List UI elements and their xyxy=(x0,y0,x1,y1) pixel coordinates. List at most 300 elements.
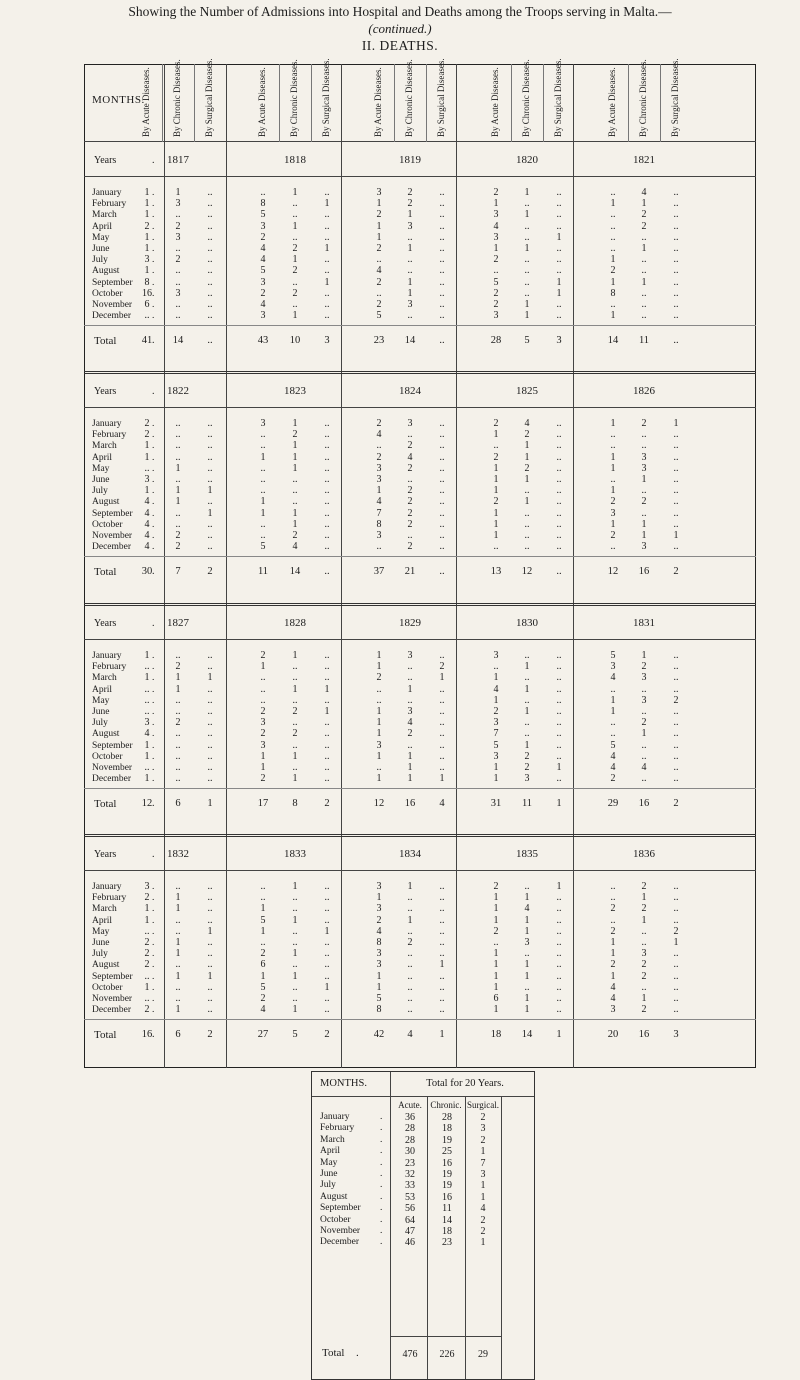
table-cell: .. xyxy=(610,892,616,904)
table-cell: .. xyxy=(439,299,445,310)
table-cell: 1 xyxy=(493,762,499,773)
table-cell: 3 xyxy=(144,881,150,892)
table-cell: .. xyxy=(324,694,330,706)
table-cell: 1 xyxy=(524,970,530,982)
year-heading: 1826 xyxy=(633,385,655,397)
table-cell: .. xyxy=(207,717,213,729)
table-cell: .. xyxy=(673,1004,679,1016)
table-cell: 6 xyxy=(144,299,150,310)
table-cell: 2 xyxy=(407,728,413,740)
table-cell: .. xyxy=(556,518,562,530)
summary-month-dot: . xyxy=(380,1169,383,1179)
table-cell: .. xyxy=(175,474,181,485)
month-dot: . xyxy=(152,542,155,553)
month-label: February xyxy=(92,662,127,673)
summary-month-label: June xyxy=(320,1169,338,1179)
table-cell: .. xyxy=(207,462,213,474)
table-cell: 1 xyxy=(556,762,562,773)
table-cell: .. xyxy=(324,310,330,322)
table-cell: .. xyxy=(292,299,298,310)
table-cell: .. xyxy=(260,462,266,474)
table-cell: .. xyxy=(207,739,213,751)
table-cell: .. xyxy=(673,462,679,474)
table-cell: 3 xyxy=(260,418,266,429)
table-cell: .. xyxy=(439,187,445,198)
table-cell: .. xyxy=(524,981,530,993)
table-cell: 2 xyxy=(260,948,266,960)
table-cell: 1 xyxy=(260,507,266,519)
month-dot: . xyxy=(152,277,155,288)
table-cell: 1 xyxy=(207,485,213,497)
column-divider xyxy=(279,64,280,142)
table-cell: 1 xyxy=(641,518,647,530)
table-cell: .. xyxy=(673,717,679,729)
table-cell: 5 xyxy=(493,276,499,288)
table-cell: .. xyxy=(260,892,266,904)
table-cell: .. xyxy=(175,243,181,254)
month-label: September xyxy=(92,971,133,982)
month-label: March xyxy=(92,210,117,221)
table-cell: .. xyxy=(673,959,679,971)
table-cell: 1 xyxy=(207,970,213,982)
table-cell: .. xyxy=(673,485,679,497)
table-cell: .. xyxy=(207,694,213,706)
table-cell: 1 xyxy=(407,914,413,926)
column-header-chronic: By Chronic Diseases. xyxy=(404,59,414,137)
table-cell: 3 xyxy=(641,462,647,474)
summary-table: MONTHS. Total for 20 Years. Acute. Chronic. Surgical. January . 36 28 2 February . 28 18 3 March . 28 19 2 April . 30 25 1 May . 23 16 7 June . 32 19 3 July . 33 19 1 August . 53 16 1 September . 56 11 4 October . 64 14 2 November . 47 18 2 December . 46 23 1 Total . 476 226 29 xyxy=(311,1071,535,1380)
month-dot: . xyxy=(152,497,155,508)
table-cell: 1 xyxy=(207,672,213,684)
table-cell: .. xyxy=(175,310,181,322)
table-cell: 3 xyxy=(407,220,413,232)
table-cell: .. xyxy=(292,981,298,993)
total-dot: . xyxy=(152,798,155,809)
table-cell: .. xyxy=(175,750,181,762)
table-cell: 2 xyxy=(260,993,266,1004)
year-heading: 1832 xyxy=(167,848,189,860)
total-cell: 4 xyxy=(439,798,445,809)
total-cell: 11 xyxy=(257,566,269,577)
table-cell: .. xyxy=(556,507,562,519)
table-cell: .. xyxy=(556,739,562,751)
table-cell: 1 xyxy=(292,773,298,785)
table-cell: 5 xyxy=(260,209,266,221)
table-cell: .. xyxy=(673,914,679,926)
table-cell: 5 xyxy=(260,265,266,277)
month-dot: . xyxy=(152,288,155,299)
table-cell: 2 xyxy=(493,925,499,937)
year-heading: 1836 xyxy=(633,848,655,860)
table-cell: 2 xyxy=(407,541,413,553)
table-cell: .. xyxy=(673,762,679,773)
table-cell: 1 xyxy=(376,981,382,993)
table-cell: 3 xyxy=(260,276,266,288)
total-cell: 23 xyxy=(373,335,385,346)
table-cell: 1 xyxy=(376,892,382,904)
table-cell: 4 xyxy=(493,683,499,695)
summary-surgical-cell: 2 xyxy=(480,1134,486,1146)
table-cell: .. xyxy=(556,485,562,497)
table-cell: 1 xyxy=(524,683,530,695)
table-cell: 1 xyxy=(144,187,150,198)
table-cell: 1 xyxy=(144,750,150,762)
summary-acute-cell: 23 xyxy=(405,1157,415,1169)
table-cell: 4 xyxy=(493,220,499,232)
table-cell: .. xyxy=(556,717,562,729)
table-cell: .. xyxy=(324,739,330,751)
table-cell: .. xyxy=(292,485,298,497)
month-label: December xyxy=(92,1005,132,1016)
month-dot: . xyxy=(152,531,155,541)
table-cell: 4 xyxy=(260,299,266,310)
table-cell: .. xyxy=(610,881,616,892)
table-cell: 2 xyxy=(376,243,382,254)
table-cell: .. xyxy=(407,254,413,266)
table-cell: .. xyxy=(376,694,382,706)
table-cell: 5 xyxy=(610,650,616,661)
table-cell: .. xyxy=(556,914,562,926)
table-cell: 2 xyxy=(175,254,181,266)
table-cell: .. xyxy=(673,518,679,530)
month-label: November xyxy=(92,531,133,541)
table-cell: 1 xyxy=(610,518,616,530)
column-header-chronic: By Chronic Diseases. xyxy=(638,59,648,137)
year-row-rule xyxy=(84,870,756,871)
table-cell: 1 xyxy=(524,914,530,926)
column-header-surgical: By Surgical Diseases. xyxy=(321,58,331,137)
table-cell: .. xyxy=(207,750,213,762)
table-cell: 1 xyxy=(439,773,445,785)
table-cell: .. xyxy=(524,530,530,541)
month-dot: . xyxy=(152,994,155,1004)
table-cell: .. xyxy=(324,429,330,441)
table-cell: .. xyxy=(439,948,445,960)
table-cell: .. xyxy=(641,299,647,310)
table-cell: .. xyxy=(207,661,213,673)
table-cell: 2 xyxy=(144,937,150,948)
table-cell: .. xyxy=(207,231,213,243)
table-cell: .. xyxy=(144,762,150,773)
table-cell: 1 xyxy=(524,892,530,904)
table-cell: 3 xyxy=(260,310,266,322)
table-cell: 1 xyxy=(524,739,530,751)
total-cell: 10 xyxy=(289,335,301,346)
table-cell: 1 xyxy=(610,706,616,717)
summary-month-dot: . xyxy=(380,1134,383,1145)
table-cell: 2 xyxy=(144,220,150,232)
table-cell: 6 xyxy=(493,993,499,1004)
table-cell: .. xyxy=(673,881,679,892)
table-cell: .. xyxy=(610,209,616,221)
table-cell: .. xyxy=(641,231,647,243)
total-cell: 1 xyxy=(439,1029,445,1040)
table-cell: .. xyxy=(207,706,213,717)
total-cell: 28 xyxy=(490,335,502,346)
total-cell: 3 xyxy=(673,1029,679,1040)
table-cell: .. xyxy=(144,925,150,937)
table-cell: .. xyxy=(207,299,213,310)
table-cell: 1 xyxy=(610,254,616,266)
table-cell: .. xyxy=(556,706,562,717)
total-cell: 12 xyxy=(141,798,153,809)
table-cell: 2 xyxy=(610,959,616,971)
table-cell: 1 xyxy=(641,892,647,904)
table-cell: 3 xyxy=(376,903,382,915)
summary-surgical-cell: 1 xyxy=(480,1237,486,1249)
table-cell: 1 xyxy=(144,914,150,926)
table-cell: .. xyxy=(610,728,616,740)
table-cell: .. xyxy=(175,773,181,785)
month-label: November xyxy=(92,763,133,773)
table-cell: 2 xyxy=(610,903,616,915)
table-cell: .. xyxy=(556,925,562,937)
table-cell: .. xyxy=(556,198,562,210)
month-dot: . xyxy=(152,729,155,740)
table-cell: 2 xyxy=(641,717,647,729)
table-cell: .. xyxy=(524,254,530,266)
table-cell: 1 xyxy=(175,948,181,960)
table-header xyxy=(84,58,756,142)
table-cell: 1 xyxy=(493,959,499,971)
total-cell: 2 xyxy=(324,1029,330,1040)
summary-month-dot: . xyxy=(380,1203,383,1214)
table-cell: .. xyxy=(175,518,181,530)
summary-surgical-cell: 1 xyxy=(480,1180,486,1192)
summary-month-label: May xyxy=(320,1157,338,1168)
table-cell: .. xyxy=(524,231,530,243)
table-cell: .. xyxy=(673,892,679,904)
years-dot: . xyxy=(152,849,155,860)
table-cell: .. xyxy=(260,694,266,706)
table-cell: .. xyxy=(324,418,330,429)
table-cell: .. xyxy=(556,440,562,452)
total-cell: 14 xyxy=(521,1029,533,1040)
total-cell: 5 xyxy=(524,335,530,346)
table-cell: 1 xyxy=(144,773,150,785)
table-cell: .. xyxy=(556,694,562,706)
table-cell: 2 xyxy=(376,209,382,221)
table-cell: 2 xyxy=(493,254,499,266)
table-cell: 1 xyxy=(524,474,530,485)
table-cell: 1 xyxy=(175,1004,181,1016)
summary-month-dot: . xyxy=(380,1157,383,1168)
table-cell: .. xyxy=(207,429,213,441)
summary-acute-cell: 47 xyxy=(405,1226,415,1237)
summary-month-label: August xyxy=(320,1191,348,1202)
table-cell: .. xyxy=(324,440,330,452)
caption-continued: (continued.) xyxy=(368,21,432,36)
table-cell: 1 xyxy=(493,773,499,785)
table-cell: 2 xyxy=(641,970,647,982)
table-cell: .. xyxy=(641,750,647,762)
table-cell: 4 xyxy=(610,981,616,993)
table-cell: .. xyxy=(207,981,213,993)
table-cell: 1 xyxy=(292,451,298,463)
table-cell: .. xyxy=(292,959,298,971)
table-cell: 2 xyxy=(407,485,413,497)
table-cell: 1 xyxy=(524,310,530,322)
total-cell: 8 xyxy=(292,798,298,809)
table-cell: .. xyxy=(524,948,530,960)
table-cell: 2 xyxy=(641,881,647,892)
table-cell: .. xyxy=(673,683,679,695)
table-cell: 1 xyxy=(175,683,181,695)
table-cell: .. xyxy=(207,959,213,971)
month-label: December xyxy=(92,542,132,553)
table-cell: .. xyxy=(207,310,213,322)
table-cell: .. xyxy=(556,948,562,960)
month-label: March xyxy=(92,904,117,915)
summary-month-label: April xyxy=(320,1146,341,1157)
month-dot: . xyxy=(152,486,155,497)
table-cell: .. xyxy=(610,474,616,485)
table-cell: .. xyxy=(673,254,679,266)
summary-chronic-cell: 23 xyxy=(442,1237,452,1249)
total-cell: 30 xyxy=(141,566,153,577)
table-cell: 2 xyxy=(641,220,647,232)
summary-chronic-cell: 18 xyxy=(442,1226,452,1237)
month-label: July xyxy=(92,949,108,960)
table-cell: 3 xyxy=(175,231,181,243)
summary-month-dot: . xyxy=(380,1112,383,1122)
table-cell: 4 xyxy=(144,541,150,553)
year-heading: 1835 xyxy=(516,848,538,860)
table-cell: 1 xyxy=(610,948,616,960)
table-cell: .. xyxy=(292,231,298,243)
table-cell: 1 xyxy=(175,187,181,198)
table-cell: .. xyxy=(673,541,679,553)
table-cell: 1 xyxy=(144,209,150,221)
table-cell: 1 xyxy=(610,418,616,429)
table-cell: 2 xyxy=(407,518,413,530)
table-cell: 1 xyxy=(407,881,413,892)
table-cell: 1 xyxy=(292,507,298,519)
table-cell: 1 xyxy=(324,925,330,937)
table-cell: .. xyxy=(292,762,298,773)
month-dot: . xyxy=(152,915,155,926)
month-dot: . xyxy=(152,960,155,971)
table-cell: .. xyxy=(673,474,679,485)
table-cell: 1 xyxy=(376,485,382,497)
column-divider xyxy=(311,64,312,142)
table-cell: 3 xyxy=(376,959,382,971)
month-label: October xyxy=(92,751,123,762)
table-cell: .. xyxy=(493,937,499,948)
total-cell: 11 xyxy=(521,798,533,809)
table-cell: .. xyxy=(673,672,679,684)
total-cell: 1 xyxy=(207,798,213,809)
table-cell: .. xyxy=(673,287,679,299)
table-cell: 1 xyxy=(292,418,298,429)
month-dot: . xyxy=(152,982,155,993)
summary-month-label: January xyxy=(320,1112,350,1122)
table-cell: .. xyxy=(556,474,562,485)
section-divider xyxy=(84,371,756,374)
table-cell: .. xyxy=(556,773,562,785)
table-cell: 1 xyxy=(524,993,530,1004)
month-label: May xyxy=(92,695,110,706)
table-cell: 4 xyxy=(144,496,150,508)
total-cell: 37 xyxy=(373,566,385,577)
group-divider xyxy=(226,64,227,1068)
table-cell: 3 xyxy=(376,474,382,485)
table-cell: 2 xyxy=(610,773,616,785)
table-cell: 1 xyxy=(376,198,382,210)
table-cell: .. xyxy=(439,485,445,497)
table-cell: .. xyxy=(207,903,213,915)
total-rule xyxy=(84,556,756,557)
table-cell: 4 xyxy=(292,541,298,553)
table-cell: 1 xyxy=(493,530,499,541)
table-cell: 1 xyxy=(260,762,266,773)
table-cell: .. xyxy=(493,440,499,452)
table-cell: .. xyxy=(207,474,213,485)
total-cell: 31 xyxy=(490,798,502,809)
table-cell: .. xyxy=(556,462,562,474)
table-cell: .. xyxy=(260,937,266,948)
table-cell: 1 xyxy=(407,243,413,254)
table-cell: .. xyxy=(556,530,562,541)
total-rule xyxy=(84,325,756,326)
total-cell: 2 xyxy=(207,1029,213,1040)
month-dot: . xyxy=(152,188,155,198)
total-cell: .. xyxy=(556,566,562,577)
table-cell: .. xyxy=(207,276,213,288)
table-cell: .. xyxy=(439,903,445,915)
table-cell: 3 xyxy=(493,231,499,243)
summary-chronic-cell: 14 xyxy=(442,1214,452,1226)
table-cell: 1 xyxy=(407,750,413,762)
table-cell: .. xyxy=(144,683,150,695)
table-cell: 1 xyxy=(610,198,616,210)
summary-acute-cell: 64 xyxy=(405,1214,415,1226)
month-label: June xyxy=(92,938,110,948)
table-cell: .. xyxy=(556,187,562,198)
month-dot: . xyxy=(152,430,155,441)
column-divider xyxy=(628,64,629,142)
month-dot: . xyxy=(152,718,155,729)
table-cell: .. xyxy=(524,881,530,892)
table-cell: 1 xyxy=(493,462,499,474)
table-cell: 3 xyxy=(376,881,382,892)
table-cell: 6 xyxy=(260,959,266,971)
table-cell: 1 xyxy=(439,672,445,684)
table-cell: .. xyxy=(144,706,150,717)
table-cell: .. xyxy=(207,496,213,508)
summary-total-chronic: 226 xyxy=(439,1349,455,1360)
table-cell: .. xyxy=(610,243,616,254)
table-cell: 1 xyxy=(324,243,330,254)
month-dot: . xyxy=(152,774,155,785)
table-cell: 3 xyxy=(144,474,150,485)
table-cell: .. xyxy=(524,507,530,519)
table-cell: .. xyxy=(610,231,616,243)
table-cell: 1 xyxy=(260,496,266,508)
month-dot: . xyxy=(152,695,155,706)
total-cell: 1 xyxy=(556,798,562,809)
table-cell: 1 xyxy=(556,276,562,288)
total-cell: 6 xyxy=(175,798,181,809)
month-label: November xyxy=(92,300,133,310)
table-cell: 2 xyxy=(407,440,413,452)
table-cell: 1 xyxy=(292,187,298,198)
table-cell: .. xyxy=(207,209,213,221)
table-cell: 4 xyxy=(144,518,150,530)
table-cell: .. xyxy=(556,429,562,441)
table-cell: .. xyxy=(292,925,298,937)
table-cell: .. xyxy=(524,220,530,232)
